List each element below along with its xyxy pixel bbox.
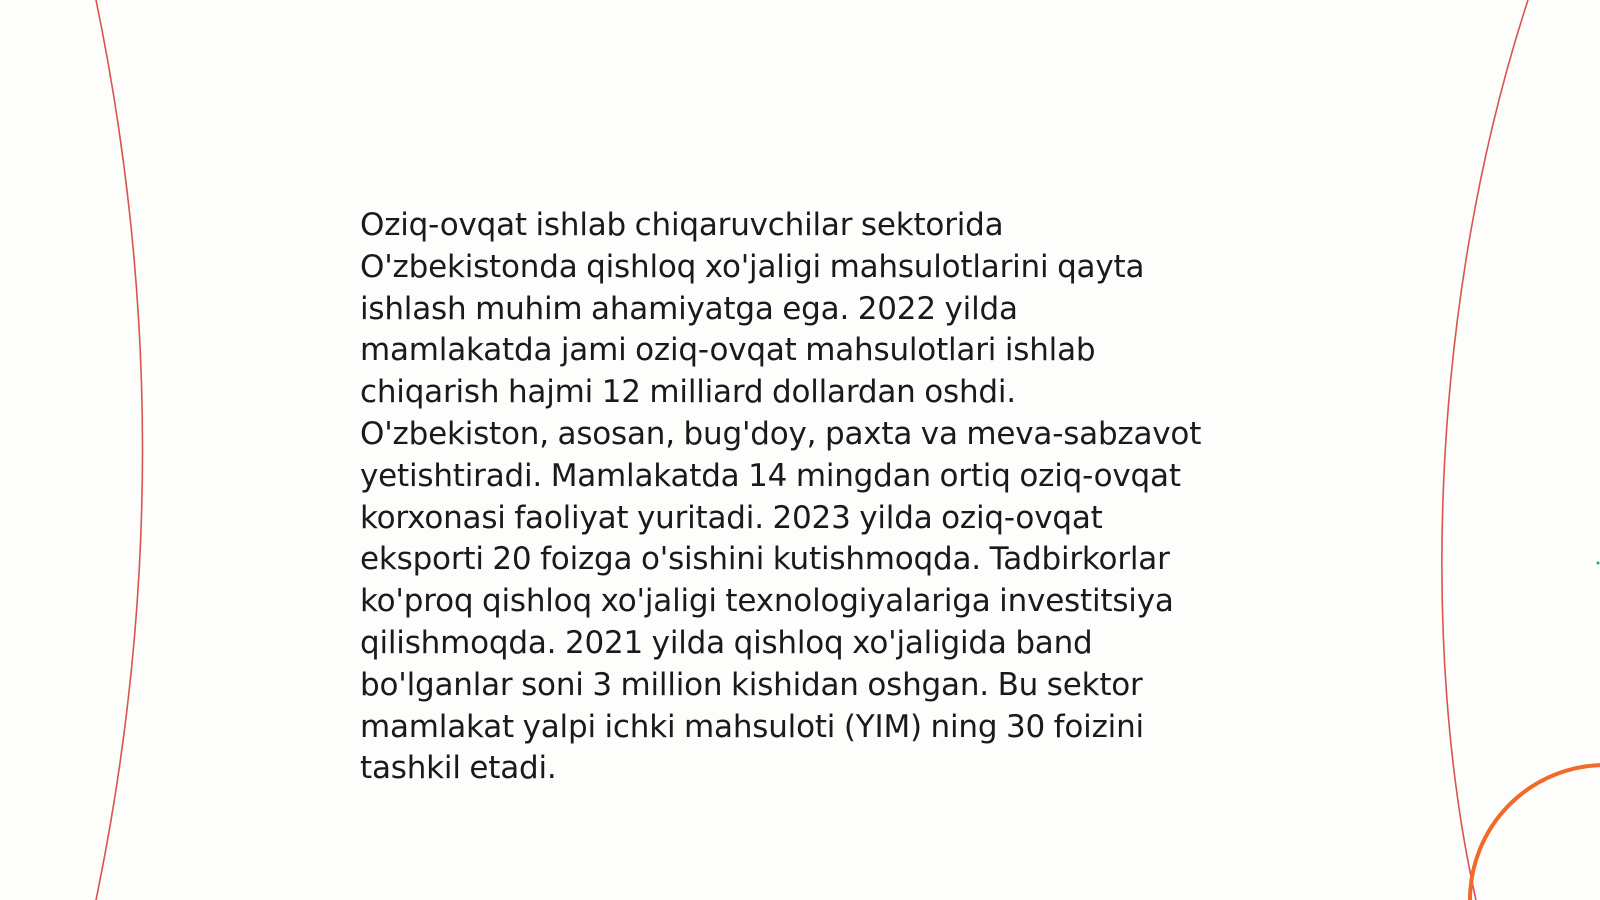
paragraph-line: O'zbekistonda qishloq xo'jaligi mahsulotlarini qayta (360, 248, 1145, 285)
paragraph-line: ko'proq qishloq xo'jaligi texnologiyalariga investitsiya (360, 583, 1174, 620)
paragraph-line: mamlakatda jami oziq-ovqat mahsulotlari ishlab (360, 332, 1096, 369)
paragraph-line: korxonasi faoliyat yuritadi. 2023 yilda oziq-ovqat (360, 499, 1103, 536)
paragraph-line: O'zbekiston, asosan, bug'doy, paxta va meva-sabzavot (360, 415, 1202, 452)
accent-ring (1470, 765, 1600, 900)
paragraph-line: tashkil etadi. (360, 750, 557, 787)
paragraph-line: mamlakat yalpi ichki mahsuloti (YIM) ning 30 foizini (360, 708, 1144, 745)
left-curve-line (96, 0, 143, 900)
paragraph-line: bo'lganlar soni 3 million kishidan oshgan. Bu sektor (360, 666, 1143, 703)
paragraph-line: ishlash muhim ahamiyatga ega. 2022 yilda (360, 290, 1018, 327)
accent-dot (1597, 562, 1600, 565)
body-paragraph (360, 205, 1260, 790)
paragraph-line: chiqarish hajmi 12 milliard dollardan oshdi. (360, 374, 1016, 411)
paragraph-line: yetishtiradi. Mamlakatda 14 mingdan ortiq oziq-ovqat (360, 457, 1181, 494)
paragraph-line: Oziq-ovqat ishlab chiqaruvchilar sektorida (360, 207, 1004, 243)
right-curve-line (1442, 0, 1528, 900)
paragraph-line: qilishmoqda. 2021 yilda qishloq xo'jaligida band (360, 624, 1093, 661)
paragraph-line: eksporti 20 foizga o'sishini kutishmoqda. Tadbirkorlar (360, 541, 1170, 578)
